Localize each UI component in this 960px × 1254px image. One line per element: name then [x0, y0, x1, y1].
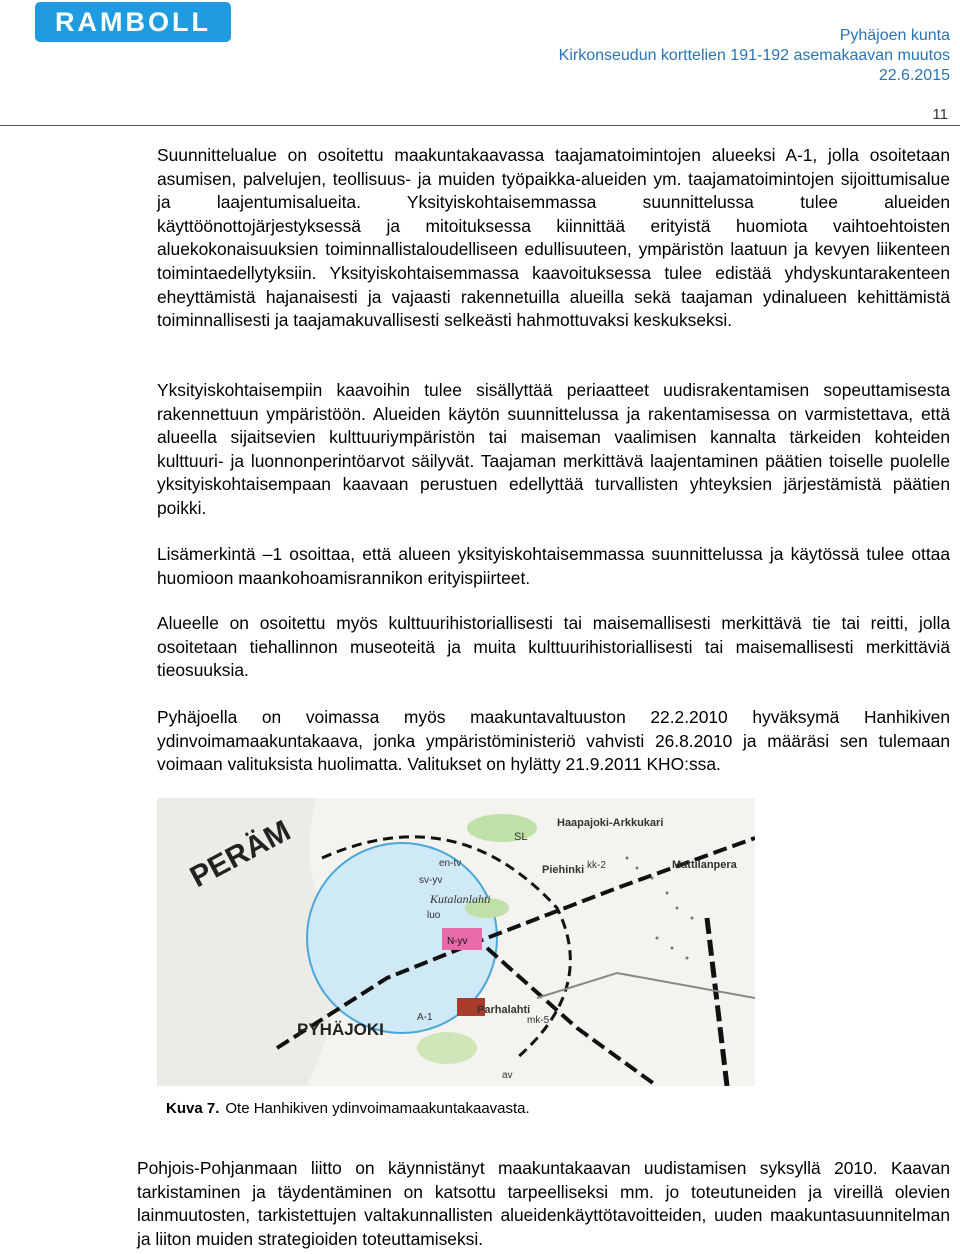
map-code-a: A-1 — [417, 1012, 433, 1023]
map-code-av: av — [502, 1070, 513, 1081]
map-label-village1: Haapajoki-Arkkukari — [557, 817, 664, 829]
document-header — [559, 26, 950, 86]
map-label-village4: Parhalahti — [477, 1004, 531, 1016]
paragraph-6: Pohjois-Pohjanmaan liitto on käynnistänyt maakuntakaavan uudistamisen syksyllä 2010. Kaavan tarkistaminen ja täydentäminen on katsottu tarpeelliseksi mm. jo toteutuneiden ja vireillä olevien lainmuutosten, tarkistettujen valtakunnallisten alueidenkäyttötavoitteiden, uuden maakuntasuunnitelman ja liiton muiden strategioiden toteuttamiseksi. — [137, 1158, 950, 1249]
paragraph-5: Pyhäjoella on voimassa myös maakuntavaltuuston 22.2.2010 hyväksymä Hanhikiven ydinvoimamaakuntakaava, jonka ympäristöministeriö vahvisti 26.8.2010 ja määräsi sen tulemaan voimaan valituksista huolimatta. Valitukset on hylätty 21.9.2011 KHO:ssa. — [157, 707, 950, 775]
map-code-sl: SL — [514, 831, 528, 843]
map-code-entv: en-tv — [439, 858, 462, 869]
map-code-luo: luo — [427, 910, 441, 921]
map-label-village2: Mattilanpera — [672, 859, 737, 871]
map-code-ny: N-yv — [447, 936, 468, 947]
map-label-sea: PERÄM — [184, 814, 296, 895]
figure-caption-text: Ote Hanhikiven ydinvoimamaakuntakaavasta. — [225, 1100, 530, 1117]
client-name: Pyhäjoen kunta — [839, 27, 950, 44]
paragraph-1: Suunnittelualue on osoitettu maakuntakaavassa taajamatoimintojen alueeksi A-1, jolla osoitetaan asumisen, palvelujen, teollisuus- ja muiden työpaikka-alueiden ym. taajamatoimintojen sijoittumisalue ja laajentumisalueita. Yksityiskohtaisemmassa suunnittelussa tulee alueiden käyttöönottojärjestyksessä ja mitoituksessa kiinnittää erityistä huomiota vaihtoehtoisten aluekokonaisuuksien toiminnallistaloudelliseen edullisuuteen, ympäristön laatuun ja kevyen liikenteen toimintaedellytyksiin. Yksityiskohtaisemmassa kaavoituksessa tulee edistää yhdyskuntarakenteen eheyttämistä hajanaisesti ja vajaasti rakennetuilla alueilla sekä taajaman ydinalueen kehittämistä toiminnallisesti ja taajamakuvallisesti selkeästi hahmottuvaksi keskukseksi. — [157, 145, 950, 331]
paragraph-4: Alueelle on osoitettu myös kulttuurihistoriallisesti tai maisemallisesti merkittävä tie tai reitti, jolla osoitetaan tiehallinnon museoteitä ja muita kulttuurihistoriallisesti tai maisemallisesti merkittäviä tieosuuksia. — [157, 613, 950, 681]
page-number: 11 — [932, 106, 948, 123]
figure-number: Kuva 7. — [166, 1100, 220, 1117]
paragraph-3: Lisämerkintä –1 osoittaa, että alueen yksityiskohtaisemmassa suunnittelussa ja käytössä tulee ottaa huomioon maankohoamisrannikon erityispiirteet. — [157, 544, 950, 588]
header-divider — [0, 125, 960, 126]
figure-caption — [166, 1100, 530, 1117]
map-label-bay: Kutalanlahti — [430, 892, 491, 906]
paragraph-2: Yksityiskohtaisempiin kaavoihin tulee sisällyttää periaatteet uudisrakentamisen sopeuttamisesta rakennettuun ympäristöön. Alueiden käytön suunnittelussa ja rakentamisessa on varmistettava, että alueella sijaitsevien kulttuuriympäristön tai maiseman vaalimisen kannalta tärkeiden kohteiden kulttuuri- ja luonnonperintöarvot säilyvät. Taajaman merkittävä laajentaminen päätien toiselle puolelle yksityiskohtaisempaan kaavaan perustuen edellyttää turvallisten yhteyksien järjestämistä päätien poikki. — [157, 380, 950, 518]
map-code-kk: kk-2 — [587, 860, 606, 871]
map-label-village3: Piehinki — [542, 864, 585, 876]
map-label-town: PYHÄJOKI — [297, 1020, 384, 1039]
map-code-mk: mk-5 — [527, 1015, 550, 1026]
map-figure — [157, 798, 755, 1086]
project-title: Kirkonseudun korttelien 191-192 asemakaavan muutos — [558, 47, 950, 64]
map-code-sv: sv-yv — [419, 875, 443, 886]
document-date: 22.6.2015 — [878, 67, 950, 84]
ramboll-logo: RAMBOLL — [35, 2, 231, 42]
